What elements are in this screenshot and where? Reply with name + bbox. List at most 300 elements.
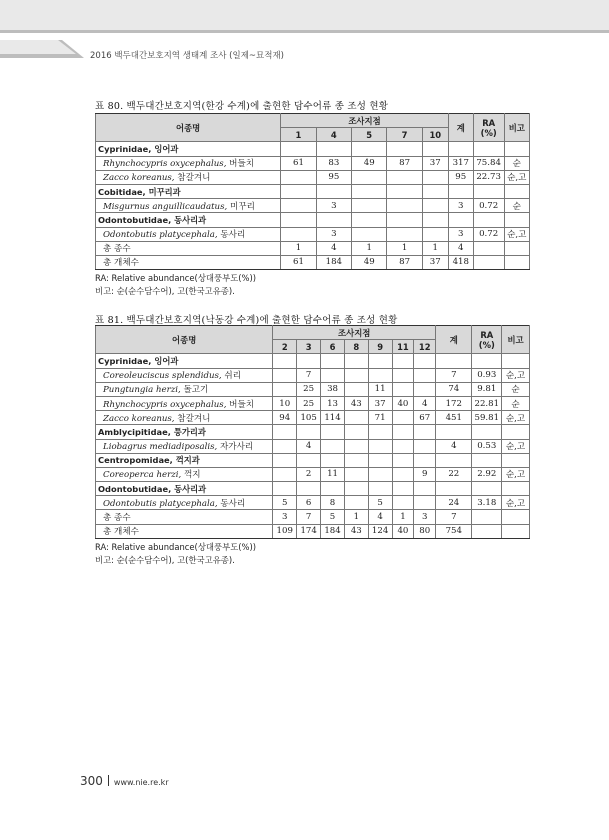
scientific-name: Coreoperca herzi, xyxy=(103,470,182,481)
empty-cell xyxy=(472,453,502,467)
note-cell: 순,고 xyxy=(502,467,530,481)
empty-cell xyxy=(297,354,321,368)
empty-cell xyxy=(392,453,414,467)
ra-cell xyxy=(472,524,502,538)
count-cell xyxy=(321,368,345,382)
count-cell xyxy=(392,439,414,453)
empty-cell xyxy=(321,425,345,439)
count-cell xyxy=(414,496,436,510)
species-row xyxy=(96,368,530,382)
note-cell: 순,고 xyxy=(504,227,529,241)
family-name: Odontobutidae, 동사리과 xyxy=(96,482,273,496)
page-header-band xyxy=(0,0,609,40)
empty-cell xyxy=(316,142,351,156)
ra-cell: 0.93 xyxy=(472,368,502,382)
empty-cell xyxy=(414,482,436,496)
species-name xyxy=(96,227,281,241)
count-cell: 4 xyxy=(414,396,436,410)
count-cell xyxy=(392,382,414,396)
ra-cell: 9.81 xyxy=(472,382,502,396)
empty-cell xyxy=(392,482,414,496)
count-cell: 3 xyxy=(273,510,297,524)
family-name: Cobitidae, 미꾸리과 xyxy=(96,184,281,198)
count-cell: 37 xyxy=(368,396,392,410)
site-number-header: 3 xyxy=(297,340,321,354)
site-number-header: 11 xyxy=(392,340,414,354)
scientific-name: Zacco koreanus, xyxy=(103,413,175,424)
empty-cell xyxy=(436,425,472,439)
korean-name: 동사리 xyxy=(217,498,246,509)
empty-cell xyxy=(352,213,387,227)
count-cell: 3 xyxy=(316,199,351,213)
col-note-header: 비고 xyxy=(504,114,529,142)
col-species-header: 어종명 xyxy=(96,114,281,142)
empty-cell xyxy=(273,482,297,496)
total-row xyxy=(96,241,530,255)
count-cell: 37 xyxy=(422,255,448,269)
total-cell: 418 xyxy=(448,255,473,269)
note-cell: 순,고 xyxy=(502,411,530,425)
footer-website: www.nie.re.kr xyxy=(113,778,169,787)
empty-cell xyxy=(502,354,530,368)
count-cell: 1 xyxy=(352,241,387,255)
species-name xyxy=(96,199,281,213)
count-cell xyxy=(344,467,368,481)
empty-cell xyxy=(321,482,345,496)
count-cell: 3 xyxy=(414,510,436,524)
empty-cell xyxy=(448,142,473,156)
count-cell: 11 xyxy=(321,467,345,481)
total-cell: 7 xyxy=(436,368,472,382)
site-number-header: 2 xyxy=(273,340,297,354)
count-cell: 49 xyxy=(352,156,387,170)
table-80-note-ra: RA: Relative abundance(상대풍부도(%)) xyxy=(95,273,257,283)
table-80-body xyxy=(96,142,530,270)
korean-name: 꺽지 xyxy=(181,470,201,481)
family-row xyxy=(96,213,530,227)
count-cell: 5 xyxy=(368,496,392,510)
empty-cell xyxy=(472,354,502,368)
count-cell: 7 xyxy=(297,368,321,382)
empty-cell xyxy=(352,184,387,198)
count-cell: 83 xyxy=(316,156,351,170)
site-number-header: 1 xyxy=(281,128,316,142)
empty-cell xyxy=(368,453,392,467)
empty-cell xyxy=(448,184,473,198)
empty-cell xyxy=(297,425,321,439)
count-cell: 87 xyxy=(387,156,422,170)
table-80-title: 표 80. 백두대간보호지역(한강 수계)에 출현한 담수어류 종 조성 현황 xyxy=(95,101,389,112)
note-cell: 순,고 xyxy=(502,439,530,453)
count-cell: 184 xyxy=(321,524,345,538)
family-row xyxy=(96,354,530,368)
footer-divider xyxy=(108,775,109,786)
count-cell xyxy=(344,368,368,382)
table-81-note-ra: RA: Relative abundance(상대풍부도(%)) xyxy=(95,542,257,552)
count-cell xyxy=(273,467,297,481)
ra-cell: 0.72 xyxy=(473,227,504,241)
ra-cell: 22.81 xyxy=(472,396,502,410)
table-81-body xyxy=(96,354,530,538)
count-cell: 7 xyxy=(297,510,321,524)
count-cell: 5 xyxy=(321,510,345,524)
korean-name: 동사리 xyxy=(217,230,246,241)
count-cell xyxy=(273,382,297,396)
site-number-header: 9 xyxy=(368,340,392,354)
total-row xyxy=(96,510,530,524)
empty-cell xyxy=(473,184,504,198)
count-cell xyxy=(387,199,422,213)
count-cell: 2 xyxy=(297,467,321,481)
total-label: 총 개체수 xyxy=(96,255,281,269)
site-number-header: 6 xyxy=(321,340,345,354)
scientific-name: Rhynchocypris oxycephalus, xyxy=(103,399,227,410)
empty-cell xyxy=(281,184,316,198)
count-cell: 1 xyxy=(344,510,368,524)
empty-cell xyxy=(281,142,316,156)
note-cell xyxy=(502,510,530,524)
count-cell: 4 xyxy=(368,510,392,524)
count-cell: 105 xyxy=(297,411,321,425)
note-cell xyxy=(504,255,529,269)
page-number: 300 xyxy=(80,774,103,788)
total-label: 총 개체수 xyxy=(96,524,273,538)
empty-cell xyxy=(504,184,529,198)
count-cell: 4 xyxy=(297,439,321,453)
empty-cell xyxy=(273,453,297,467)
empty-cell xyxy=(392,354,414,368)
species-row xyxy=(96,439,530,453)
species-row xyxy=(96,227,530,241)
family-row xyxy=(96,142,530,156)
empty-cell xyxy=(422,184,448,198)
count-cell xyxy=(273,439,297,453)
count-cell: 114 xyxy=(321,411,345,425)
ra-cell: 0.72 xyxy=(473,199,504,213)
count-cell xyxy=(368,467,392,481)
korean-name: 미꾸리 xyxy=(227,201,255,212)
count-cell: 1 xyxy=(392,510,414,524)
total-cell: 3 xyxy=(448,199,473,213)
note-cell xyxy=(504,241,529,255)
count-cell: 174 xyxy=(297,524,321,538)
empty-cell xyxy=(344,425,368,439)
total-cell: 22 xyxy=(436,467,472,481)
family-name: Odontobutidae, 동사리과 xyxy=(96,213,281,227)
count-cell xyxy=(281,199,316,213)
empty-cell xyxy=(368,425,392,439)
empty-cell xyxy=(473,213,504,227)
total-cell: 95 xyxy=(448,170,473,184)
count-cell xyxy=(414,368,436,382)
site-number-header: 7 xyxy=(387,128,422,142)
note-cell: 순,고 xyxy=(504,170,529,184)
total-cell: 4 xyxy=(448,241,473,255)
count-cell xyxy=(352,199,387,213)
count-cell: 37 xyxy=(422,156,448,170)
count-cell xyxy=(344,439,368,453)
ra-cell xyxy=(473,241,504,255)
count-cell: 124 xyxy=(368,524,392,538)
species-name xyxy=(96,439,273,453)
empty-cell xyxy=(414,354,436,368)
col-total-header: 계 xyxy=(448,114,473,142)
table-81 xyxy=(95,325,530,539)
running-title: 2016 백두대간보호지역 생태계 조사 (일제~묘적재) xyxy=(90,51,284,61)
species-row xyxy=(96,396,530,410)
count-cell: 9 xyxy=(414,467,436,481)
site-number-header: 8 xyxy=(344,340,368,354)
korean-name: 참갈겨니 xyxy=(174,173,211,184)
count-cell: 40 xyxy=(392,396,414,410)
col-sites-header: 조사지점 xyxy=(273,326,436,340)
count-cell: 25 xyxy=(297,396,321,410)
korean-name: 참갈겨니 xyxy=(174,413,211,424)
scientific-name: Misgurnus anguillicaudatus, xyxy=(103,201,228,212)
count-cell xyxy=(344,411,368,425)
empty-cell xyxy=(502,482,530,496)
count-cell xyxy=(392,467,414,481)
scientific-name: Coreoleuciscus splendidus, xyxy=(103,371,222,382)
empty-cell xyxy=(297,453,321,467)
empty-cell xyxy=(344,482,368,496)
total-cell: 3 xyxy=(448,227,473,241)
species-row xyxy=(96,170,530,184)
count-cell: 1 xyxy=(281,241,316,255)
total-row xyxy=(96,255,530,269)
count-cell: 49 xyxy=(352,255,387,269)
empty-cell xyxy=(273,354,297,368)
count-cell: 67 xyxy=(414,411,436,425)
count-cell: 43 xyxy=(344,396,368,410)
species-name xyxy=(96,368,273,382)
empty-cell xyxy=(368,354,392,368)
empty-cell xyxy=(472,425,502,439)
empty-cell xyxy=(344,354,368,368)
family-name: Amblycipitidae, 퉁가리과 xyxy=(96,425,273,439)
species-name xyxy=(96,496,273,510)
count-cell xyxy=(422,170,448,184)
count-cell xyxy=(368,439,392,453)
total-cell: 172 xyxy=(436,396,472,410)
empty-cell xyxy=(473,142,504,156)
count-cell xyxy=(352,227,387,241)
empty-cell xyxy=(352,142,387,156)
col-ra-header: RA (%) xyxy=(472,326,502,354)
family-row xyxy=(96,453,530,467)
scientific-name: Rhynchocypris oxycephalus, xyxy=(103,159,227,170)
total-cell: 74 xyxy=(436,382,472,396)
ra-cell: 59.81 xyxy=(472,411,502,425)
empty-cell xyxy=(504,142,529,156)
page-footer xyxy=(80,770,169,789)
count-cell xyxy=(344,382,368,396)
count-cell xyxy=(344,496,368,510)
empty-cell xyxy=(316,213,351,227)
count-cell xyxy=(392,411,414,425)
total-cell: 754 xyxy=(436,524,472,538)
family-row xyxy=(96,184,530,198)
count-cell xyxy=(387,227,422,241)
total-cell: 7 xyxy=(436,510,472,524)
family-name: Cyprinidae, 잉어과 xyxy=(96,354,273,368)
table-80 xyxy=(95,113,530,270)
count-cell: 80 xyxy=(414,524,436,538)
empty-cell xyxy=(368,482,392,496)
empty-cell xyxy=(316,184,351,198)
count-cell xyxy=(273,368,297,382)
header-rule xyxy=(0,30,609,33)
site-number-header: 4 xyxy=(316,128,351,142)
empty-cell xyxy=(436,482,472,496)
species-row xyxy=(96,496,530,510)
total-cell: 24 xyxy=(436,496,472,510)
count-cell: 38 xyxy=(321,382,345,396)
site-number-header: 5 xyxy=(352,128,387,142)
total-cell: 4 xyxy=(436,439,472,453)
empty-cell xyxy=(414,425,436,439)
scientific-name: Pungtungia herzi, xyxy=(103,385,181,396)
count-cell: 25 xyxy=(297,382,321,396)
korean-name: 쉬리 xyxy=(221,371,241,382)
count-cell: 4 xyxy=(316,241,351,255)
species-row xyxy=(96,467,530,481)
empty-cell xyxy=(297,482,321,496)
empty-cell xyxy=(344,453,368,467)
species-name xyxy=(96,156,281,170)
empty-cell xyxy=(387,142,422,156)
count-cell: 3 xyxy=(316,227,351,241)
header-stripe xyxy=(0,0,609,30)
site-number-header: 10 xyxy=(422,128,448,142)
empty-cell xyxy=(504,213,529,227)
empty-cell xyxy=(422,213,448,227)
ra-cell: 3.18 xyxy=(472,496,502,510)
korean-name: 버들치 xyxy=(226,399,255,410)
empty-cell xyxy=(502,425,530,439)
species-name xyxy=(96,396,273,410)
count-cell: 109 xyxy=(273,524,297,538)
note-cell: 순,고 xyxy=(502,368,530,382)
species-row xyxy=(96,411,530,425)
table-81-title: 표 81. 백두대간보호지역(낙동강 수계)에 출현한 담수어류 종 조성 현황 xyxy=(95,315,398,326)
total-row xyxy=(96,524,530,538)
count-cell: 13 xyxy=(321,396,345,410)
empty-cell xyxy=(502,453,530,467)
col-ra-header: RA (%) xyxy=(473,114,504,142)
count-cell xyxy=(392,496,414,510)
count-cell xyxy=(352,170,387,184)
count-cell: 5 xyxy=(273,496,297,510)
empty-cell xyxy=(472,482,502,496)
ra-cell: 75.84 xyxy=(473,156,504,170)
count-cell: 61 xyxy=(281,156,316,170)
note-cell: 순,고 xyxy=(502,496,530,510)
header-notch-shape xyxy=(0,40,84,58)
count-cell: 94 xyxy=(273,411,297,425)
count-cell xyxy=(414,382,436,396)
family-row xyxy=(96,425,530,439)
count-cell: 1 xyxy=(387,241,422,255)
note-cell xyxy=(502,524,530,538)
count-cell xyxy=(422,199,448,213)
species-row xyxy=(96,156,530,170)
empty-cell xyxy=(273,425,297,439)
ra-cell xyxy=(472,510,502,524)
family-name: Cyprinidae, 잉어과 xyxy=(96,142,281,156)
total-cell: 317 xyxy=(448,156,473,170)
scientific-name: Odontobutis platycephala, xyxy=(103,230,218,241)
count-cell: 95 xyxy=(316,170,351,184)
table-80-note-remarks: 비고: 순(순수담수어), 고(한국고유종). xyxy=(95,286,235,296)
count-cell xyxy=(422,227,448,241)
count-cell xyxy=(321,439,345,453)
count-cell: 87 xyxy=(387,255,422,269)
empty-cell xyxy=(321,354,345,368)
ra-cell: 0.53 xyxy=(472,439,502,453)
col-note-header: 비고 xyxy=(502,326,530,354)
total-cell: 451 xyxy=(436,411,472,425)
count-cell: 43 xyxy=(344,524,368,538)
empty-cell xyxy=(436,354,472,368)
count-cell xyxy=(414,439,436,453)
empty-cell xyxy=(387,213,422,227)
ra-cell xyxy=(473,255,504,269)
col-total-header: 계 xyxy=(436,326,472,354)
note-cell: 순 xyxy=(504,156,529,170)
species-name xyxy=(96,170,281,184)
species-name xyxy=(96,467,273,481)
scientific-name: Liobagrus mediadiposalis, xyxy=(103,442,218,453)
species-row xyxy=(96,199,530,213)
species-name xyxy=(96,411,273,425)
empty-cell xyxy=(281,213,316,227)
total-label: 총 종수 xyxy=(96,241,281,255)
count-cell: 40 xyxy=(392,524,414,538)
korean-name: 돌고기 xyxy=(180,385,209,396)
scientific-name: Odontobutis platycephala, xyxy=(103,498,218,509)
empty-cell xyxy=(436,453,472,467)
species-row xyxy=(96,382,530,396)
empty-cell xyxy=(448,213,473,227)
korean-name: 버들치 xyxy=(226,159,255,170)
col-sites-header: 조사지점 xyxy=(281,114,449,128)
korean-name: 자가사리 xyxy=(217,442,254,453)
count-cell: 6 xyxy=(297,496,321,510)
family-row xyxy=(96,482,530,496)
note-cell: 순 xyxy=(502,382,530,396)
count-cell xyxy=(281,170,316,184)
count-cell: 1 xyxy=(422,241,448,255)
count-cell: 71 xyxy=(368,411,392,425)
table-81-note-remarks: 비고: 순(순수담수어), 고(한국고유종). xyxy=(95,555,235,565)
count-cell xyxy=(281,227,316,241)
empty-cell xyxy=(392,425,414,439)
ra-cell: 22.73 xyxy=(473,170,504,184)
ra-cell: 2.92 xyxy=(472,467,502,481)
count-cell: 10 xyxy=(273,396,297,410)
count-cell: 8 xyxy=(321,496,345,510)
count-cell xyxy=(368,368,392,382)
note-cell: 순 xyxy=(502,396,530,410)
col-species-header: 어종명 xyxy=(96,326,273,354)
count-cell: 61 xyxy=(281,255,316,269)
empty-cell xyxy=(414,453,436,467)
empty-cell xyxy=(422,142,448,156)
empty-cell xyxy=(321,453,345,467)
count-cell: 11 xyxy=(368,382,392,396)
empty-cell xyxy=(387,184,422,198)
